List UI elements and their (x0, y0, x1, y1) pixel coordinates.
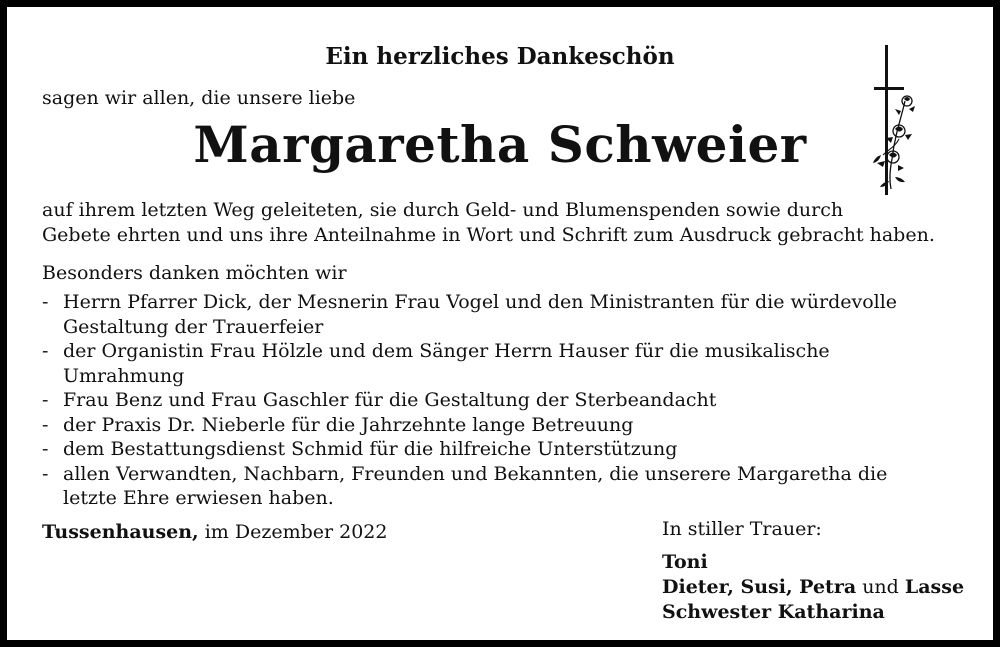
bullet-dash: - (42, 389, 49, 411)
signatory-names: Dieter, Susi, Petra (662, 576, 857, 598)
thanks-list-line: Gestaltung der Trauerfeier (63, 315, 324, 338)
thanks-paragraph (42, 198, 935, 247)
thanks-list-line: der Praxis Dr. Nieberle für die Jahrzehnte lange Betreuung (63, 413, 634, 436)
signatory-line (662, 575, 964, 600)
thanks-lead: Besonders danken möchten wir (42, 262, 347, 284)
paragraph-line: auf ihrem letzten Weg geleiteten, sie durch Geld- und Blumenspenden sowie durch (42, 199, 844, 221)
bullet-dash: - (42, 462, 49, 485)
intro-text: sagen wir allen, die unsere liebe (42, 87, 356, 109)
signatory-connector: und (856, 576, 905, 598)
heading: Ein herzliches Dankeschön (325, 43, 675, 70)
bullet-dash: - (42, 413, 49, 436)
bullet-dash: - (42, 438, 49, 460)
thanks-list (42, 290, 897, 511)
thanks-list-line: dem Bestattungsdienst Schmid für die hilfreiche Unterstützung (63, 438, 678, 460)
deceased-name: Margaretha Schweier (193, 115, 807, 174)
signatory-name: Lasse (904, 576, 965, 598)
thanks-list-line: letzte Ehre erwiesen haben. (63, 487, 334, 509)
thanks-list-item (42, 462, 897, 511)
signatory-line: Schwester Katharina (662, 601, 885, 623)
thanks-list-line: der Organistin Frau Hölzle und dem Sänger Herrn Hauser für die musikalische (63, 340, 830, 362)
date: im Dezember 2022 (198, 521, 388, 543)
thanks-list-item (42, 388, 897, 413)
thanks-list-item (42, 413, 897, 438)
thanks-list-item (42, 290, 897, 339)
signatories (662, 550, 964, 625)
thanks-list-item (42, 437, 897, 462)
signatory-line: Toni (662, 551, 708, 573)
bullet-dash: - (42, 291, 49, 313)
thanks-list-line: allen Verwandten, Nachbarn, Freunden und Bekannten, die unserere Margaretha die (63, 462, 888, 485)
thanks-list-line: Frau Benz und Frau Gaschler für die Gestaltung der Sterbeandacht (63, 389, 717, 411)
paragraph-line: Gebete ehrten und uns ihre Anteilnahme in Wort und Schrift zum Ausdruck gebracht haben. (42, 223, 935, 246)
thanks-list-line: Umrahmung (63, 364, 185, 387)
place: Tussenhausen, (42, 521, 199, 543)
thanks-list-item (42, 339, 897, 388)
cross-with-roses-icon (865, 39, 925, 205)
place-date (42, 521, 387, 543)
mourning-label: In stiller Trauer: (662, 518, 822, 540)
bullet-dash: - (42, 340, 49, 362)
obituary-card (7, 7, 993, 640)
thanks-list-line: Herrn Pfarrer Dick, der Mesnerin Frau Vogel und den Ministranten für die würdevolle (63, 291, 898, 313)
